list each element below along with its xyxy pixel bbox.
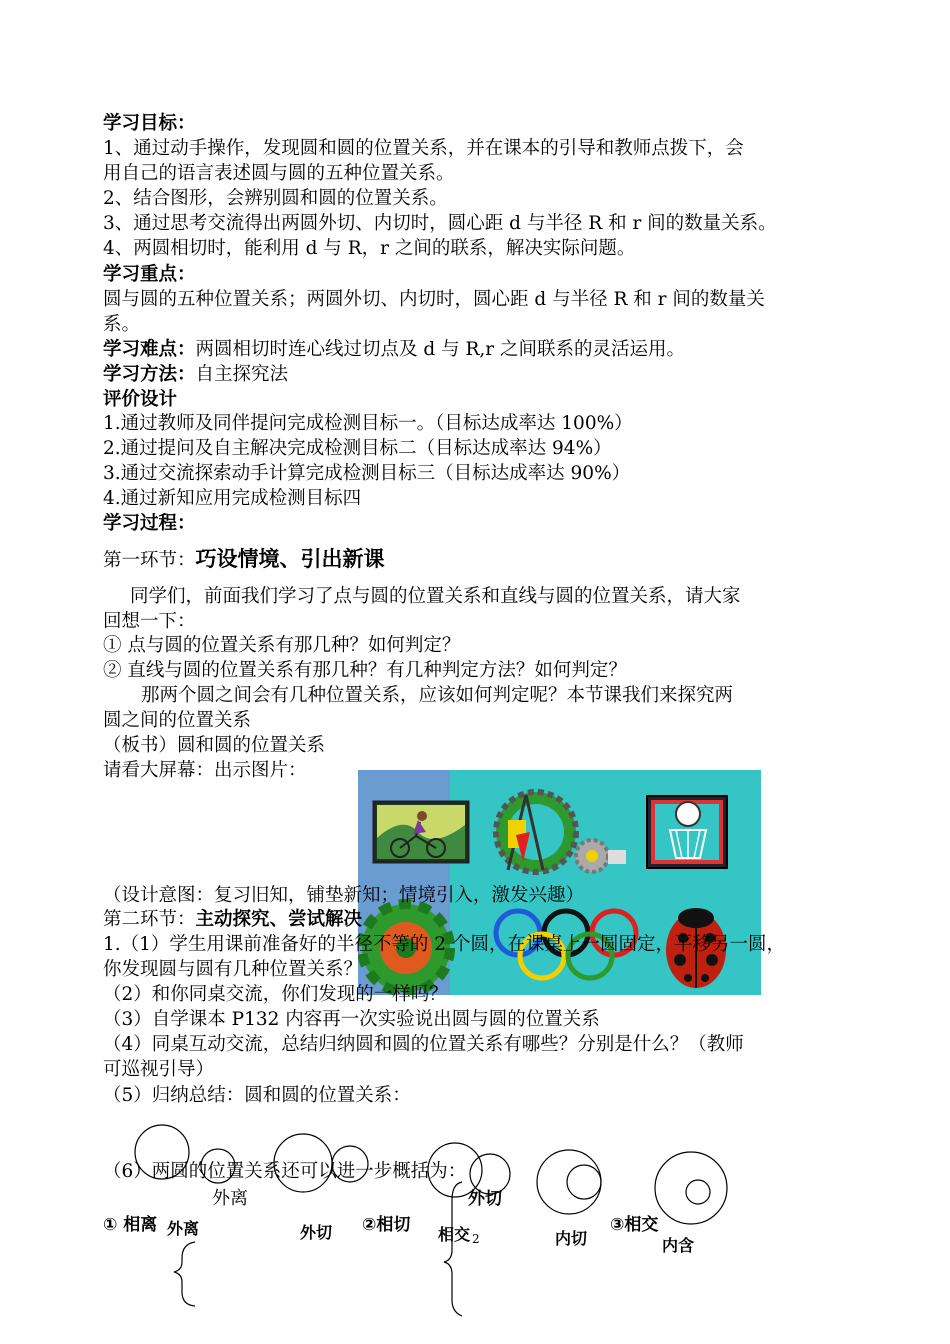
- difficulty: [103, 338, 685, 362]
- cyclist-image: [374, 802, 468, 862]
- goal-1-line-a: 1、通过动手操作，发现圆和圆的位置关系，并在课本的引导和教师点拨下，会: [103, 138, 744, 159]
- step2-prefix: 第二环节：: [103, 909, 196, 930]
- label-neiqie: 内切: [555, 1229, 588, 1248]
- goals-heading: 学习目标：: [103, 113, 196, 134]
- label-neihan: 内含: [662, 1236, 695, 1255]
- step2-item6: （6）两圆的位置关系还可以进一步概括为：: [103, 1161, 467, 1182]
- brace-apart: [174, 1242, 195, 1306]
- step2-item3: （3）自学课本 P132 内容再一次实验说出圆与圆的位置关系: [103, 1009, 600, 1030]
- goal-3: 3、通过思考交流得出两圆外切、内切时，圆心距 d 与半径 R 和 r 间的数量关系。: [103, 213, 777, 234]
- goal-4: 4、两圆相切时，能利用 d 与 R，r 之间的联系，解决实际问题。: [103, 238, 636, 259]
- scene-picture: [358, 770, 761, 995]
- label-d3: ③相交: [610, 1215, 659, 1235]
- circle-internal-tangent-large: [537, 1150, 601, 1214]
- label-xiangjiao: 相交: [438, 1225, 471, 1244]
- method-label: 学习方法：: [103, 364, 196, 385]
- step2-item4-a: （4）同桌互动交流，总结归纳圆和圆的位置关系有哪些？分别是什么？（教师: [103, 1034, 744, 1055]
- difficulty-text: 两圆相切时连心线过切点及 d 与 R,r 之间联系的灵活运用。: [195, 339, 686, 360]
- evaluation-item-2: 2.通过提问及自主解决完成检测目标二（目标达成率达 94%）: [103, 438, 612, 459]
- label-waili-top: 外离: [212, 1188, 248, 1209]
- label-waiqie-top: 外切: [468, 1189, 502, 1209]
- evaluation-item-4: 4.通过新知应用完成检测目标四: [103, 488, 362, 509]
- key-line-b: 系。: [103, 314, 141, 335]
- step1-para1-a: 同学们，前面我们学习了点与圆的位置关系和直线与圆的位置关系，请大家: [130, 586, 741, 607]
- step2-item4-b: 可巡视引导）: [103, 1059, 215, 1080]
- step2-item5: （5）归纳总结：圆和圆的位置关系：: [103, 1085, 411, 1106]
- evaluation-item-3: 3.通过交流探索动手计算完成检测目标三（目标达成率达 90%）: [103, 463, 631, 484]
- goal-1-line-b: 用自己的语言表述圆与圆的五种位置关系。: [103, 163, 455, 184]
- method: [103, 363, 288, 387]
- step1-para1-b: 回想一下：: [103, 611, 196, 632]
- step1-prefix: 第一环节：: [103, 550, 196, 571]
- step1-question-2: ② 直线与圆的位置关系有那几种？有几种判定方法？如何判定？: [103, 660, 627, 681]
- label-waili: 外离: [167, 1219, 200, 1238]
- step1-heading: [103, 546, 385, 574]
- step1-question-1: ① 点与圆的位置关系有那几种？如何判定？: [103, 635, 461, 656]
- step2-item2: （2）和你同桌交流，你们发现的一样吗？: [103, 984, 448, 1005]
- method-text: 自主探究法: [195, 364, 289, 385]
- evaluation-item-1: 1.通过教师及同伴提问完成检测目标一。（目标达成率达 100%）: [103, 413, 633, 434]
- step2-item1-a: 1.（1）学生用课前准备好的半径不等的 2 个圆，在课桌上一圆固定，平移另一圆，: [103, 934, 785, 955]
- brace-intersect: [444, 1182, 462, 1316]
- step1-title: 巧设情境、引出新课: [195, 547, 385, 571]
- process-heading: 学习过程：: [103, 513, 196, 534]
- circle-contain-small: [686, 1180, 710, 1204]
- label-waiqie: 外切: [300, 1223, 333, 1242]
- step1-para2-b: 圆之间的位置关系: [103, 710, 252, 731]
- basketball-image: [647, 796, 727, 868]
- step1-screen: 请看大屏幕：出示图片：: [103, 760, 307, 781]
- label-d2: ②相切: [362, 1215, 411, 1235]
- difficulty-label: 学习难点：: [103, 339, 196, 360]
- step2-title: 主动探究、尝试解决: [195, 909, 363, 930]
- key-heading: 学习重点：: [103, 264, 196, 285]
- page-number: 2: [472, 1232, 480, 1246]
- evaluation-heading: 评价设计: [103, 389, 178, 410]
- step1-intent: （设计意图：复习旧知，铺垫新知；情境引入，激发兴趣）: [103, 885, 585, 906]
- step1-para2-a: 那两个圆之间会有几种位置关系，应该如何判定呢？本节课我们来探究两: [141, 685, 734, 706]
- goal-2: 2、结合图形，会辨别圆和圆的位置关系。: [103, 188, 448, 209]
- circle-internal-tangent-small: [567, 1165, 601, 1199]
- key-line-a: 圆与圆的五种位置关系；两圆外切、内切时，圆心距 d 与半径 R 和 r 间的数量关: [103, 289, 765, 310]
- step2-heading: [103, 908, 362, 932]
- step1-board: （板书）圆和圆的位置关系: [103, 735, 326, 756]
- circle-contain-large: [655, 1152, 727, 1224]
- step2-item1-b: 你发现圆与圆有几种位置关系？: [103, 959, 363, 980]
- label-d1: ① 相离: [103, 1215, 158, 1235]
